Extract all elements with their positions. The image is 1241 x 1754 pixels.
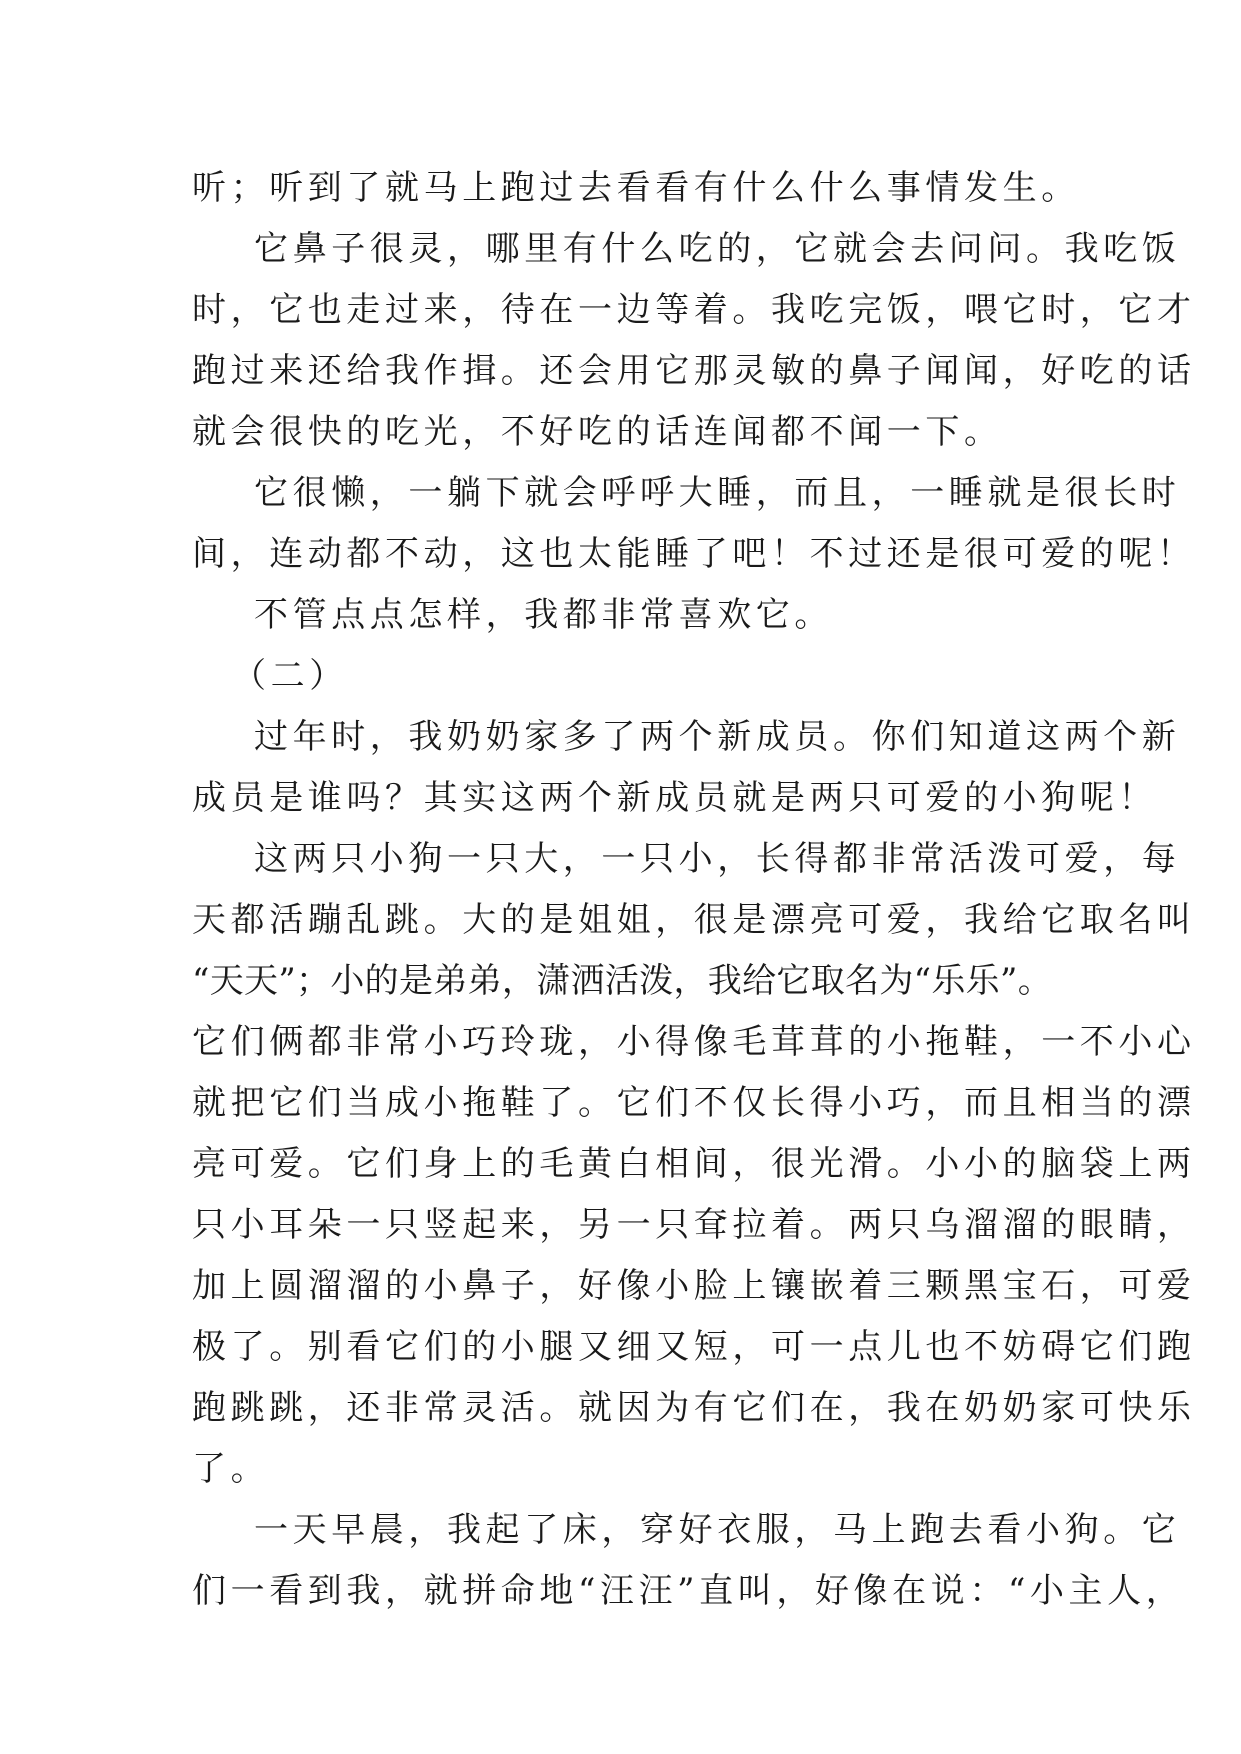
text-line: 跑过来还给我作揖。还会用它那灵敏的鼻子闻闻，好吃的话 — [192, 351, 1196, 391]
text-line: 时，它也走过来，待在一边等着。我吃完饭，喂它时，它才 — [192, 290, 1196, 330]
text-line: 们一看到我，就拼命地“汪汪”直叫，好像在说：“小主人， — [192, 1571, 1185, 1611]
text-line: 成员是谁吗？其实这两个新成员就是两只可爱的小狗呢！ — [192, 778, 1157, 818]
paragraph-first-line: 一天早晨，我起了床，穿好衣服，马上跑去看小狗。它 — [254, 1510, 1181, 1550]
text-line: 亮可爱。它们身上的毛黄白相间，很光滑。小小的脑袋上两 — [192, 1144, 1196, 1184]
paragraph-first-line: 不管点点怎样，我都非常喜欢它。 — [254, 595, 833, 635]
text-line: 就把它们当成小拖鞋了。它们不仅长得小巧，而且相当的漂 — [192, 1083, 1196, 1123]
section-heading: （二） — [232, 656, 348, 696]
text-line: 间，连动都不动，这也太能睡了吧！不过还是很可爱的呢！ — [192, 534, 1196, 574]
paragraph-first-line: 这两只小狗一只大，一只小，长得都非常活泼可爱，每 — [254, 839, 1181, 879]
text-line: 跑跳跳，还非常灵活。就因为有它们在，我在奶奶家可快乐 — [192, 1388, 1196, 1428]
text-line: 极了。别看它们的小腿又细又短，可一点儿也不妨碍它们跑 — [192, 1327, 1196, 1367]
text-line: 它们俩都非常小巧玲珑，小得像毛茸茸的小拖鞋，一不小心 — [192, 1022, 1196, 1062]
text-line: 了。 — [192, 1449, 270, 1489]
text-line-justified: “ 天 天 ” ； 小 的 是 弟 弟 ， 潇 洒 活 泼 ， 我 给 它 取 名 为 “ 乐 乐 ” 。 — [192, 961, 1052, 1001]
document-page — [192, 158, 1196, 1622]
paragraph-first-line: 过年时，我奶奶家多了两个新成员。你们知道这两个新 — [254, 717, 1181, 757]
text-line: 就会很快的吃光，不好吃的话连闻都不闻一下。 — [192, 412, 1003, 452]
text-line: 加上圆溜溜的小鼻子，好像小脸上镶嵌着三颗黑宝石，可爱 — [192, 1266, 1196, 1306]
text-line: 听；听到了就马上跑过去看看有什么什么事情发生。 — [192, 168, 1080, 208]
text-line: 只小耳朵一只竖起来，另一只耷拉着。两只乌溜溜的眼睛， — [192, 1205, 1196, 1245]
paragraph-first-line: 它很懒，一躺下就会呼呼大睡，而且，一睡就是很长时 — [254, 473, 1181, 513]
paragraph-first-line: 它鼻子很灵，哪里有什么吃的，它就会去问问。我吃饭 — [254, 229, 1181, 269]
text-line: 天都活蹦乱跳。大的是姐姐，很是漂亮可爱，我给它取名叫 — [192, 900, 1196, 940]
